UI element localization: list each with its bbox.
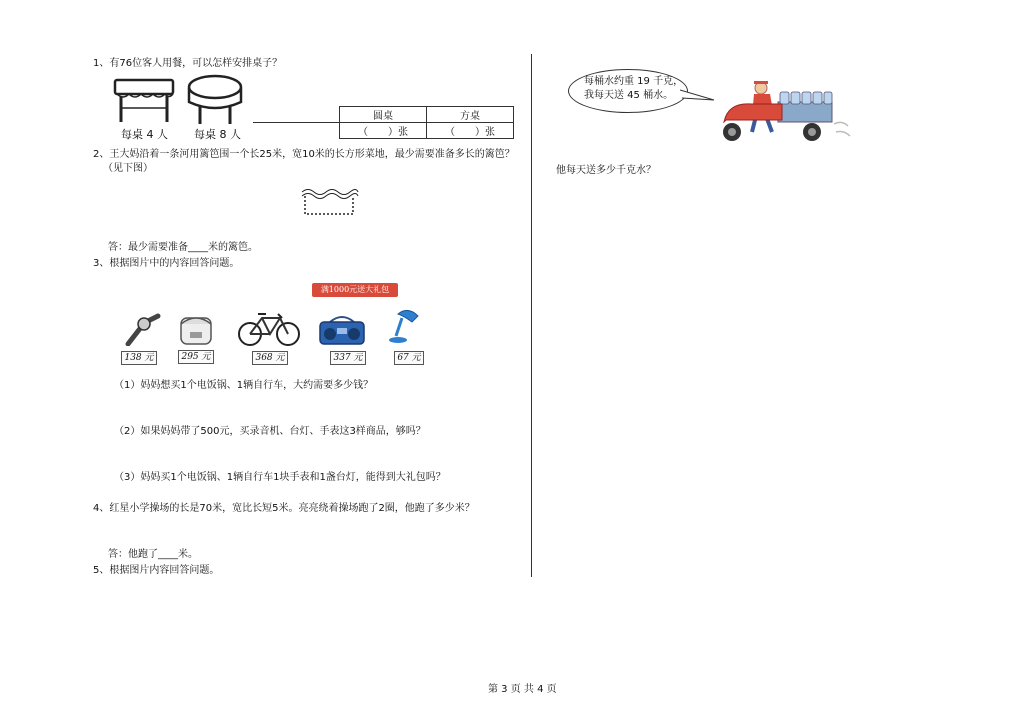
- q4-answer: 答：他跑了____米。: [108, 549, 198, 560]
- desk-lamp-icon: [388, 306, 424, 346]
- header-square: 方桌: [427, 107, 514, 123]
- page-number: 第 3 页 共 4 页: [488, 684, 557, 695]
- q2-question: 2、王大妈沿着一条河用篱笆围一个长25米，宽10米的长方形菜地，最少需要准备多长的篱笆？: [93, 149, 515, 160]
- q2-note: （见下图）: [103, 163, 153, 174]
- square-table-icon: [112, 78, 176, 126]
- bubble-line-2: 我每天送 45 桶水。: [584, 90, 674, 101]
- speech-bubble-tail: [680, 88, 716, 106]
- q1-question: 1、有76位客人用餐，可以怎样安排桌子？: [93, 58, 283, 69]
- rice-cooker-icon: [178, 310, 214, 346]
- column-divider: [531, 54, 532, 577]
- radio-cassette-icon: [318, 314, 366, 346]
- promo-banner: 满1000元送大礼包: [312, 283, 398, 297]
- q4-question: 4、红星小学操场的长是70米，宽比长短5米。亮亮绕着操场跑了2圈，他跑了多少米？: [93, 503, 475, 514]
- q3-sub3: （3）妈妈买1个电饭锅、1辆自行车1块手表和1盏台灯，能得到大礼包吗？: [114, 472, 446, 483]
- round-table-icon: [186, 74, 244, 126]
- cell-round-count[interactable]: （ ）张: [340, 123, 427, 139]
- q2-answer: 答：最少需要准备____米的篱笆。: [108, 242, 258, 253]
- price-lamp: 67 元: [394, 351, 424, 365]
- round-table-label: 每桌 8 人: [194, 128, 241, 141]
- bubble-line-1: 每桶水约重 19 千克，: [584, 76, 684, 87]
- q5-question: 5、根据图片内容回答问题。: [93, 565, 220, 576]
- q3-sub2: （2）如果妈妈带了500元，买录音机、台灯、手表这3样商品，够吗？: [114, 426, 426, 437]
- table-count-grid: [253, 106, 514, 139]
- price-watch: 138 元: [121, 351, 157, 365]
- price-radio: 337 元: [330, 351, 366, 365]
- bicycle-icon: [236, 308, 302, 348]
- fence-diagram: [300, 186, 360, 218]
- watch-icon: [124, 312, 164, 346]
- q3-sub1: （1）妈妈想买1个电饭锅、1辆自行车，大约需要多少钱？: [114, 380, 374, 391]
- cell-square-count[interactable]: （ ）张: [427, 123, 514, 139]
- price-bicycle: 368 元: [252, 351, 288, 365]
- price-rice-cooker: 295 元: [178, 350, 214, 364]
- header-round: 圆桌: [340, 107, 427, 123]
- right-question: 他每天送多少千克水？: [556, 165, 656, 176]
- square-table-label: 每桌 4 人: [121, 128, 168, 141]
- delivery-tricycle-icon: [716, 74, 856, 146]
- q3-question: 3、根据图片中的内容回答问题。: [93, 258, 240, 269]
